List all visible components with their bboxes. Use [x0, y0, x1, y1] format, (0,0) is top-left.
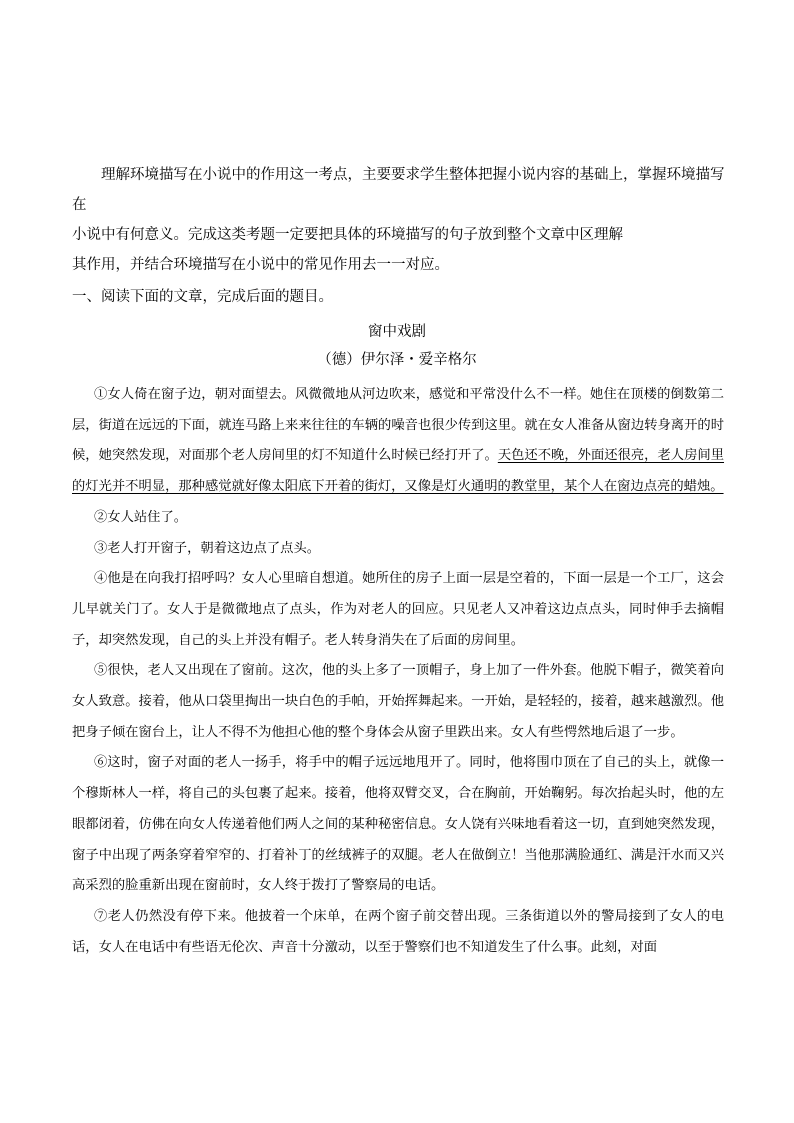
paragraph-7: ⑦老人仍然没有停下来。他披着一个床单，在两个窗子前交替出现。三条街道以外的警局接到了女人的电话，女人在电话中有些语无伦次、声音十分激动，以至于警察们也不知道发生了什么事。此刻，对面 [72, 908, 724, 955]
paragraph-1-text: ①女人倚在窗子边，朝对面望去。风微微地从河边吹来，感觉和平常没什么不一样。她住在顶楼的倒数第二层，街道在远远的下面，就连马路上来来往往的车辆的噪音也很少传到这里。就在女人准备从窗边转身离开的时候，她突然发现，对面那个老人房间里的灯不知道什么时候已经打开了。 [72, 387, 724, 464]
intro-paragraph [72, 160, 727, 280]
article-author: （德）伊尔泽・爱辛格尔 [317, 352, 477, 368]
article-title: 窗中戏剧 [368, 324, 426, 340]
underlined-sentence: 天色还不晚，外面还很亮，老人房间里的灯光并不明显，那种感觉就好像太阳底下开着的街灯，又像是灯火通明的教堂里，某个人在窗边点亮的蜡烛。 [72, 448, 725, 495]
paragraph-5: ⑤很快，老人又出现在了窗前。这次，他的头上多了一顶帽子，身上加了一件外套。他脱下帽子，微笑着向女人致意。接着，他从口袋里掏出一块白色的手帕，开始挥舞起来。一开始，是轻轻的，接着，越来越激烈。他把身子倾在窗台上，让人不得不为他担心他的整个身体会从窗子里跌出来。女人有些愕然地后退了一步。 [72, 663, 724, 740]
paragraph-4: ④他是在向我打招呼吗？女人心里暗自想道。她所住的房子上面一层是空着的，下面一层是一个工厂，这会儿早就关门了。女人于是微微地点了点头，作为对老人的回应。只见老人又冲着这边点点头，同时伸手去摘帽子，却突然发现，自己的头上并没有帽子。老人转身消失在了后面的房间里。 [72, 571, 724, 648]
article-body [72, 380, 724, 963]
intro-line-2: 小说中有何意义。完成这类考题一定要把具体的环境描写的句子放到整个文章中区理解 [72, 227, 623, 243]
paragraph-2: ②女人站住了。 [94, 509, 188, 525]
paragraph-3: ③老人打开窗子，朝着这边点了点头。 [94, 540, 321, 556]
intro-line-1: 理解环境描写在小说中的作用这一考点，主要要求学生整体把握小说内容的基础上，掌握环境描写在 [72, 167, 725, 213]
paragraph-6: ⑥这时，窗子对面的老人一扬手，将手中的帽子远远地甩开了。同时，他将围巾顶在了自己的头上，就像一个穆斯林人一样，将自己的头包裹了起来。接着，他将双臂交叉，合在胸前，开始鞠躬。每次抬起头时，他的左眼都闭着，仿佛在向女人传递着他们两人之间的某种秘密信息。女人饶有兴味地看着这一切，直到她突然发现，窗子中出现了两条穿着窄窄的、打着补丁的丝绒裤子的双腿。老人在做倒立！当他那满脸通红、满是汗水而又兴高采烈的脸重新出现在窗前时，女人终于拨打了警察局的电话。 [72, 755, 724, 894]
paragraph-1 [72, 380, 724, 503]
intro-line-3: 其作用，并结合环境描写在小说中的常见作用去一一对应。 [72, 257, 449, 273]
question-heading: 一、阅读下面的文章，完成后面的题目。 [72, 289, 333, 305]
